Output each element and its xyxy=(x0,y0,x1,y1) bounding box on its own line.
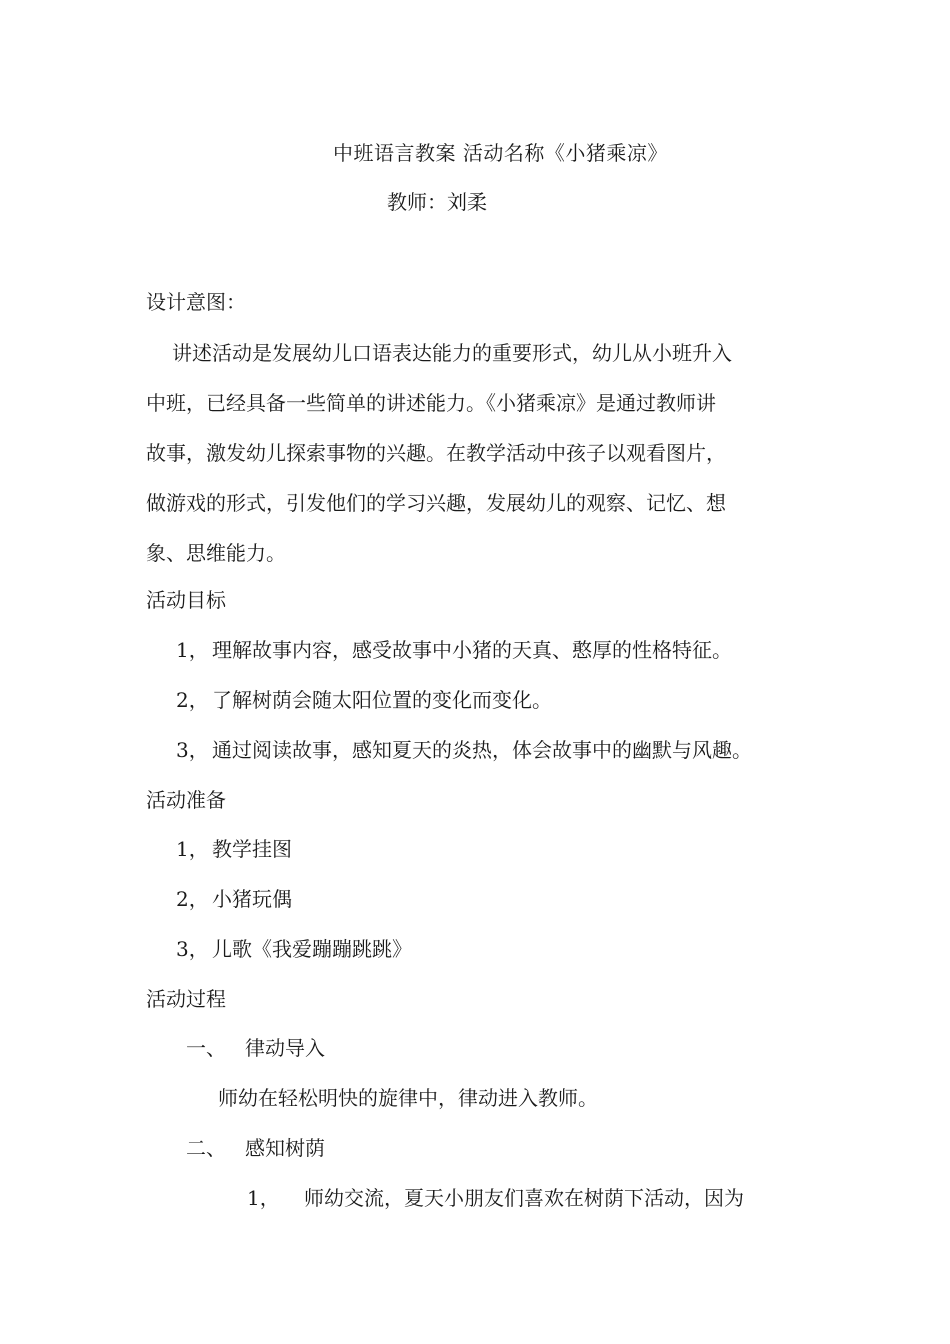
process-item-number: 1， xyxy=(247,1186,280,1210)
goal-number: 1， xyxy=(176,638,209,662)
prep-text: 小猪玩偶 xyxy=(212,887,292,911)
prep-item xyxy=(176,834,292,864)
goal-number: 3， xyxy=(176,738,209,762)
prep-number: 1， xyxy=(176,837,209,861)
section-title: 感知树荫 xyxy=(245,1136,325,1160)
process-item-text: 师幼交流，夏天小朋友们喜欢在树荫下活动，因为 xyxy=(304,1186,744,1210)
process-section xyxy=(186,1133,325,1163)
design-line: 象、思维能力。 xyxy=(146,541,286,565)
design-line: 中班，已经具备一些简单的讲述能力。《小猪乘凉》是通过教师讲 xyxy=(146,391,716,415)
prep-number: 2， xyxy=(176,887,209,911)
prep-text: 教学挂图 xyxy=(212,837,292,861)
section-title: 律动导入 xyxy=(245,1036,325,1060)
process-heading: 活动过程 xyxy=(146,987,226,1011)
teacher-name: 教师：刘柔 xyxy=(387,190,487,214)
design-line: 故事，激发幼儿探索事物的兴趣。在教学活动中孩子以观看图片， xyxy=(146,441,726,465)
document-title: 中班语言教案 活动名称《小猪乘凉》 xyxy=(333,141,668,165)
goal-item xyxy=(176,685,552,715)
goal-number: 2， xyxy=(176,688,209,712)
prep-text: 儿歌《我爱蹦蹦跳跳》 xyxy=(212,937,412,961)
section-number: 一、 xyxy=(186,1036,226,1060)
prep-number: 3， xyxy=(176,937,209,961)
prep-item xyxy=(176,884,292,914)
process-text: 师幼在轻松明快的旋律中，律动进入教师。 xyxy=(218,1086,598,1110)
design-paragraph xyxy=(146,328,806,578)
goal-text: 理解故事内容，感受故事中小猪的天真、憨厚的性格特征。 xyxy=(212,638,732,662)
design-line: 讲述活动是发展幼儿口语表达能力的重要形式，幼儿从小班升入 xyxy=(172,341,732,365)
goal-text: 了解树荫会随太阳位置的变化而变化。 xyxy=(212,688,552,712)
design-heading: 设计意图： xyxy=(146,290,246,314)
process-item xyxy=(247,1183,744,1213)
goal-item xyxy=(176,735,752,765)
process-section xyxy=(186,1033,325,1063)
design-line: 做游戏的形式，引发他们的学习兴趣，发展幼儿的观察、记忆、想 xyxy=(146,491,726,515)
goals-heading: 活动目标 xyxy=(146,588,226,612)
prep-heading: 活动准备 xyxy=(146,788,226,812)
prep-item xyxy=(176,934,412,964)
goal-text: 通过阅读故事，感知夏天的炎热，体会故事中的幽默与风趣。 xyxy=(212,738,752,762)
goal-item xyxy=(176,635,732,665)
section-number: 二、 xyxy=(186,1136,226,1160)
